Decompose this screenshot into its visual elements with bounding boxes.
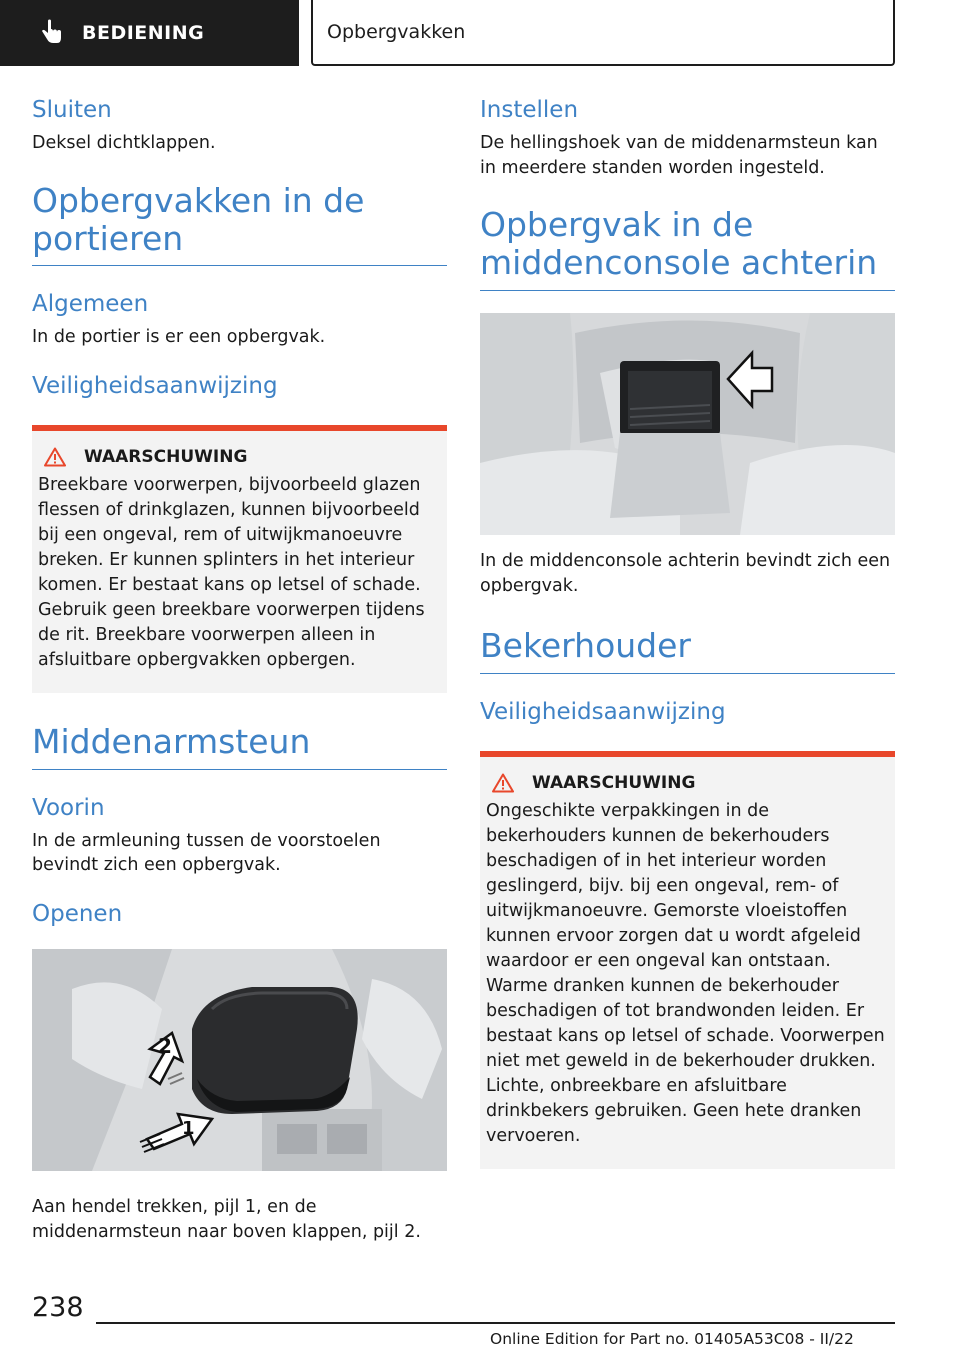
cupholder-title: Bekerhouder: [480, 627, 895, 674]
instellen-text: De hellingshoek van de middenarmsteun kan in meerdere standen worden ingesteld.: [480, 132, 878, 178]
warning-triangle-icon: [44, 447, 66, 467]
right-column: [480, 96, 895, 1169]
cupholder-warning-title: [486, 773, 889, 793]
console-title: Opbergvak in de middenconsole achterin: [480, 206, 895, 291]
armrest-caption: Aan hendel trekken, pijl 1, en de middenarmsteun naar boven klappen, pijl 2.: [32, 1197, 421, 1242]
warning-box: [32, 425, 447, 693]
armrest-photo: [32, 949, 447, 1171]
cupholder-warning-title-label: WAARSCHUWING: [532, 772, 696, 793]
section-label: BEDIENING: [82, 22, 205, 44]
console-caption: In de middenconsole achterin bevindt zich een opbergvak.: [480, 551, 891, 597]
warning-title: [38, 447, 441, 467]
cupholder-warning-text: Ongeschikte verpakkingen in de bekerhouders kunnen de bekerhouders beschadigen of in het interieur worden geslingerd, bijv. bij een ongeval, rem- of uitwijkmanoeuvre. Gemorste vloeistoffen kunnen ervoor zorgen dat u wordt afgeleid waardoor er een ongeval kan ontstaan. Warme dranken kunnen de bekerhouder beschadigen of tot brandwonden leiden. Er bestaat kans op letsel of schade. Voorwerpen niet met geweld in de bekerhouder drukken. Lichte, onbreekbare en afsluitbare drinkbekers gebruiken. Geen hete dranken vervoeren.: [486, 800, 885, 1146]
safety-heading: Veiligheidsaanwijzing: [32, 373, 278, 400]
algemeen-heading: Algemeen: [32, 291, 149, 318]
pointing-hand-icon: [36, 18, 66, 48]
warning-text: Breekbare voorwerpen, bijvoorbeeld glazen flessen of drinkglazen, kunnen bijvoorbeeld bij een ongeval, rem of uitwijkmanoeuvre breken. Er kunnen splinters in het interieur komen. Er bestaat kans op letsel of schade. Gebruik geen breekbare voorwerpen tijdens de rit. Breekbare voorwerpen alleen in afsluitbare opbergvakken opbergen.: [38, 474, 425, 670]
warning-triangle-icon: [492, 773, 514, 793]
armrest-title: Middenarmsteun: [32, 723, 447, 770]
console-illustration: [480, 313, 895, 535]
arrow-1-label: 1: [182, 1118, 195, 1140]
console-photo: [480, 313, 895, 535]
sluiten-text: Deksel dichtklappen.: [32, 132, 216, 153]
footer-divider: [96, 1322, 895, 1324]
chapter-label: Opbergvakken: [327, 21, 466, 43]
left-column: [32, 96, 447, 1245]
portieren-title: Opbergvakken in de portieren: [32, 182, 447, 267]
sluiten-heading: Sluiten: [32, 97, 112, 123]
voorin-text: In de armleuning tussen de voorstoelen bevindt zich een opbergvak.: [32, 830, 381, 876]
chapter-tab: [311, 0, 895, 66]
edition-note: Online Edition for Part no. 01405A53C08 - II/22: [490, 1330, 854, 1348]
algemeen-text: In de portier is er een opbergvak.: [32, 327, 326, 348]
page-header: [0, 0, 960, 66]
instellen-heading: Instellen: [480, 97, 579, 123]
page-number: 238: [32, 1292, 84, 1323]
section-tab: [0, 0, 299, 66]
cupholder-safety-heading: Veiligheidsaanwijzing: [480, 698, 726, 725]
openen-heading: Openen: [32, 901, 123, 928]
armrest-illustration: [32, 949, 447, 1171]
warning-title-label: WAARSCHUWING: [84, 446, 248, 467]
cupholder-warning-box: [480, 751, 895, 1169]
voorin-heading: Voorin: [32, 794, 105, 821]
arrow-2-label: 2: [158, 1034, 172, 1059]
